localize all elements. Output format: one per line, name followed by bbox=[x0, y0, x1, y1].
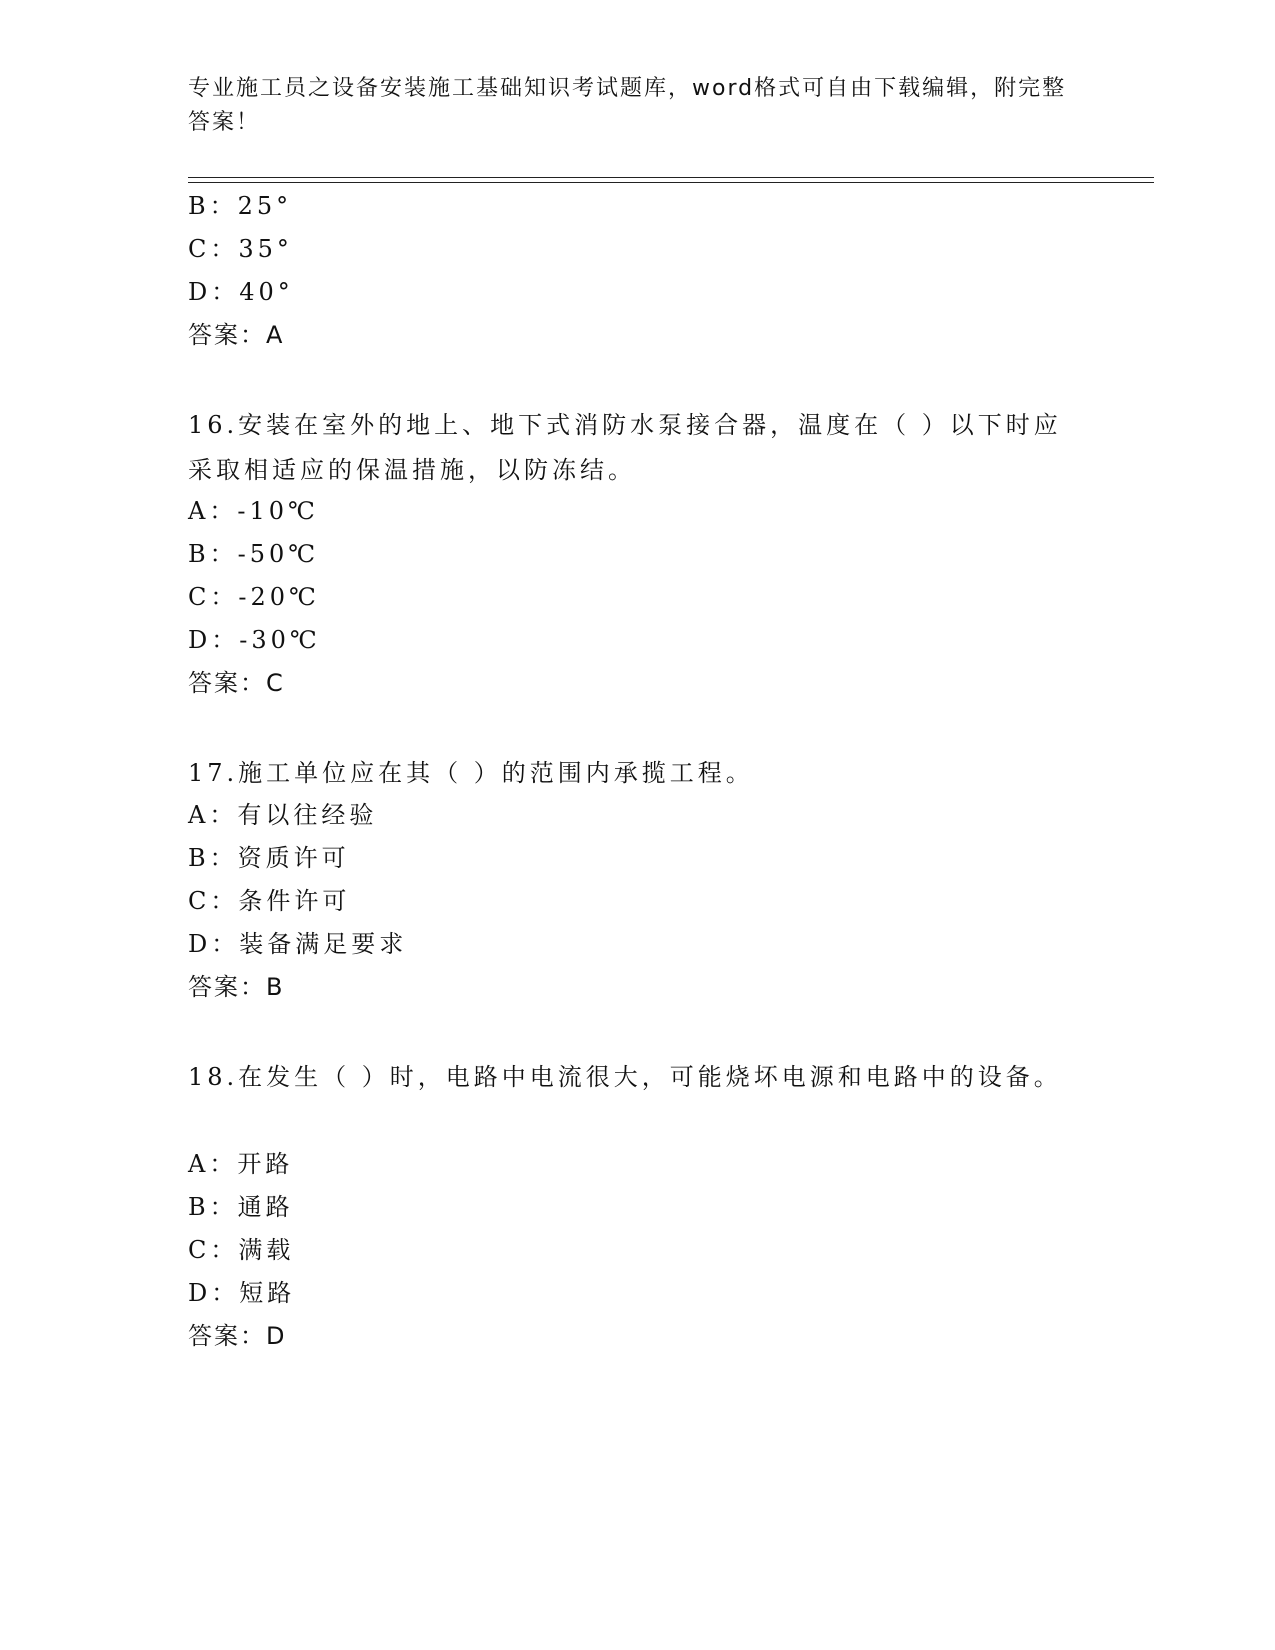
q16-answer: 答案：C bbox=[188, 669, 285, 697]
header-divider-top bbox=[188, 177, 1154, 178]
q16-stem: 16.安装在室外的地上、地下式消防水泵接合器，温度在（ ）以下时应采取相适应的保温措施，以防冻结。 bbox=[188, 411, 1062, 484]
q18-option-d: D：短路 bbox=[188, 1279, 296, 1307]
prev-answer: 答案：A bbox=[188, 321, 285, 349]
q16-option-d: D：-30℃ bbox=[188, 626, 321, 654]
q18-stem: 18.在发生（ ）时，电路中电流很大，可能烧坏电源和电路中的设备。 bbox=[188, 1063, 1062, 1091]
q16-option-c: C：-20℃ bbox=[188, 583, 320, 611]
prev-option-c: C：35° bbox=[188, 235, 293, 263]
header-divider-bottom bbox=[188, 182, 1154, 183]
prev-option-b: B：25° bbox=[188, 192, 293, 220]
q16-option-a: A：-10℃ bbox=[188, 497, 319, 525]
q17-answer: 答案：B bbox=[188, 973, 285, 1001]
q17-option-a: A：有以往经验 bbox=[188, 801, 378, 829]
q16-option-b: B：-50℃ bbox=[188, 540, 320, 568]
q18-answer: 答案：D bbox=[188, 1322, 287, 1350]
q17-option-c: C：条件许可 bbox=[188, 887, 351, 915]
prev-option-d: D：40° bbox=[188, 278, 294, 306]
q18-option-b: B：通路 bbox=[188, 1193, 294, 1221]
q18-option-c: C：满载 bbox=[188, 1236, 295, 1264]
q17-option-d: D：装备满足要求 bbox=[188, 930, 408, 958]
document-header: 专业施工员之设备安装施工基础知识考试题库，word格式可自由下载编辑，附完整答案！ bbox=[188, 76, 1067, 135]
q17-stem: 17.施工单位应在其（ ）的范围内承揽工程。 bbox=[188, 759, 754, 787]
q17-option-b: B：资质许可 bbox=[188, 844, 350, 872]
q18-option-a: A：开路 bbox=[188, 1150, 294, 1178]
